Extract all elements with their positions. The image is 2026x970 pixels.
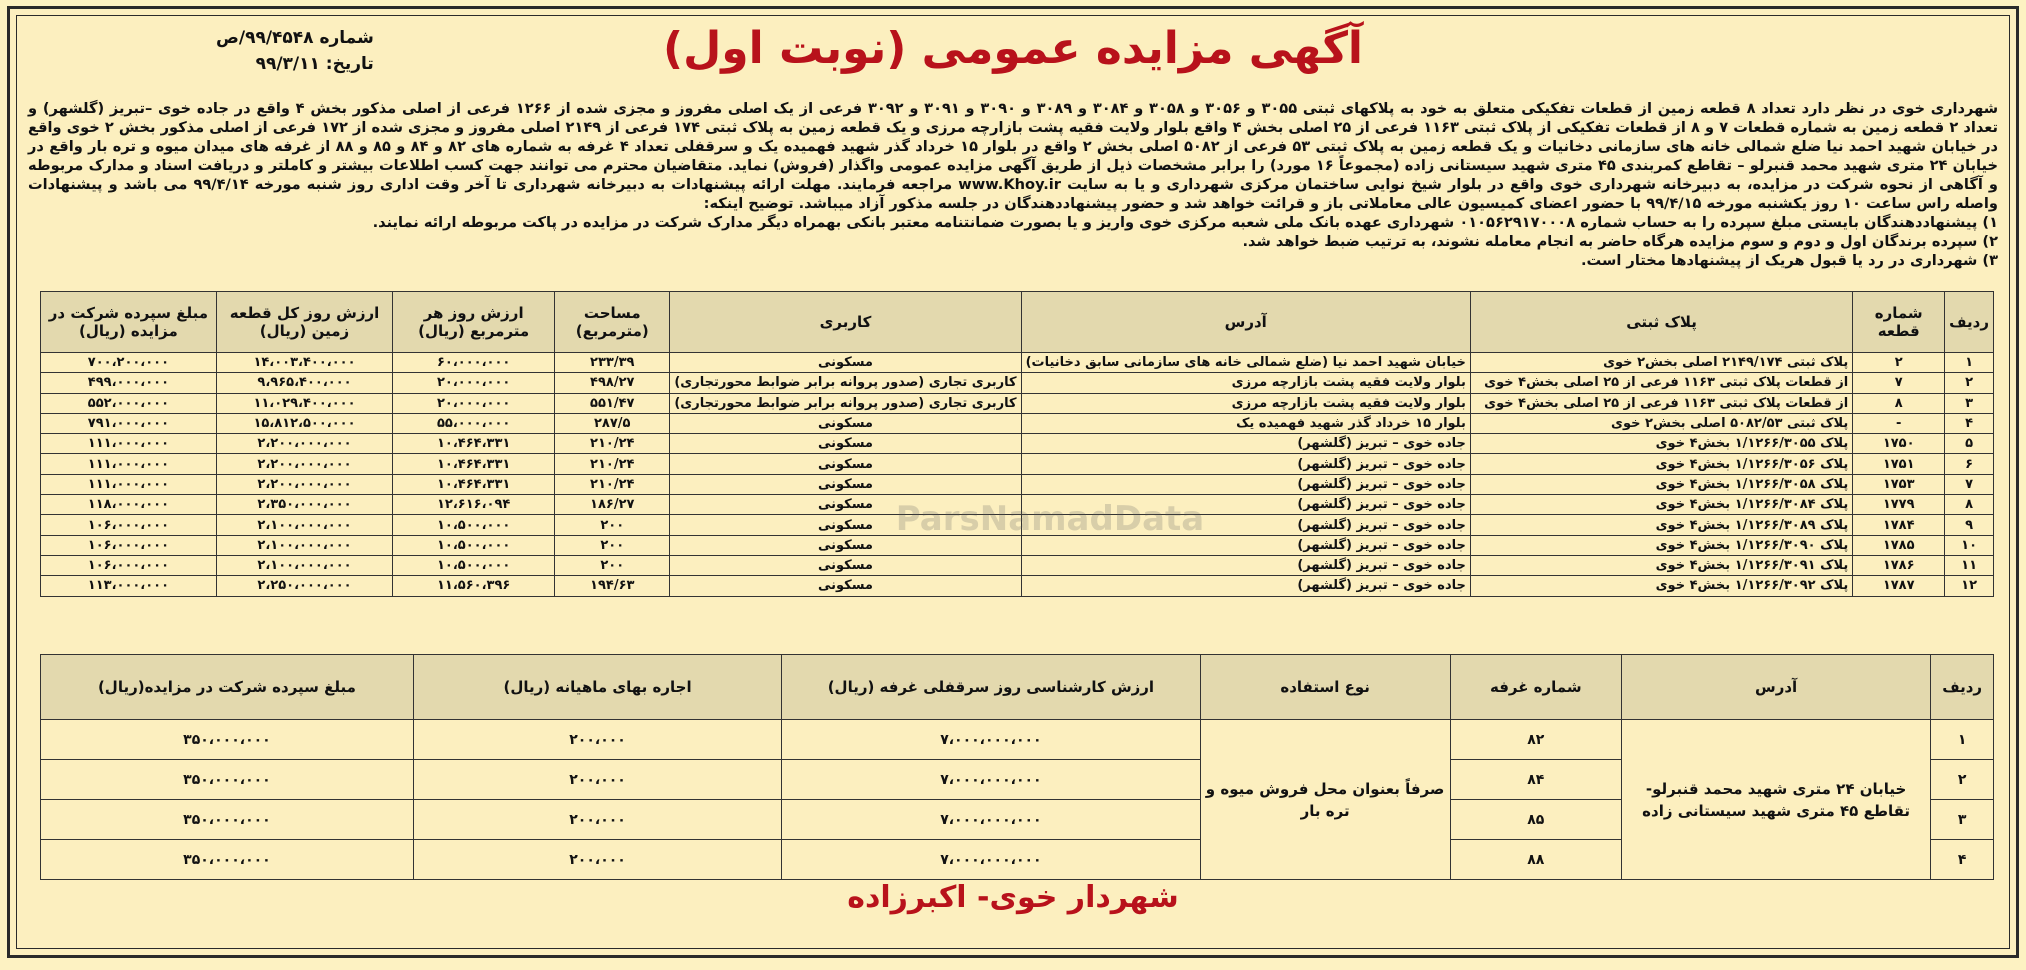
- cell-address: جاده خوی – تبریز (گلشهر): [1021, 474, 1470, 494]
- cell-plot-number: ۸: [1853, 393, 1945, 413]
- col-address: آدرس: [1621, 655, 1930, 720]
- cell-area: ۵۵۱/۴۷: [555, 393, 670, 413]
- cell-goodwill-value: ۷،۰۰۰،۰۰۰،۰۰۰: [782, 760, 1200, 800]
- cell-registration-plate: از قطعات پلاک ثبتی ۱۱۶۳ فرعی از ۲۵ اصلی بخش۴ خوی: [1470, 393, 1852, 413]
- cell-row-number: ۴: [1931, 840, 1994, 880]
- cell-address: جاده خوی – تبریز (گلشهر): [1021, 515, 1470, 535]
- cell-price-per-m2: ۱۰،۵۰۰،۰۰۰: [393, 535, 555, 555]
- cell-plot-number: ۱۷۸۵: [1853, 535, 1945, 555]
- cell-usage: مسکونی: [670, 474, 1021, 494]
- table-header-row: [41, 655, 1994, 720]
- col-price-per-m2: ارزش روز هر مترمربع (ریال): [393, 292, 555, 353]
- table-row: [41, 393, 1994, 413]
- cell-area: ۲۳۳/۳۹: [555, 353, 670, 373]
- intro-text: [28, 99, 1998, 270]
- booths-body: [41, 720, 1994, 880]
- cell-registration-plate: پلاک ۱/۱۲۶۶/۳۰۵۸ بخش۴ خوی: [1470, 474, 1852, 494]
- cell-deposit: ۷۹۱،۰۰۰،۰۰۰: [41, 413, 217, 433]
- cell-total-value: ۱۵،۸۱۲،۵۰۰،۰۰۰: [216, 413, 392, 433]
- cell-usage: مسکونی: [670, 555, 1021, 575]
- cell-plot-number: ۱۷۵۰: [1853, 434, 1945, 454]
- cell-monthly-rent: ۲۰۰،۰۰۰: [413, 800, 781, 840]
- cell-deposit: ۱۰۶،۰۰۰،۰۰۰: [41, 515, 217, 535]
- cell-address: خیابان شهید احمد نیا (ضلع شمالی خانه های سازمانی سابق دخانیات): [1021, 353, 1470, 373]
- cell-address: جاده خوی – تبریز (گلشهر): [1021, 535, 1470, 555]
- cell-row-number: ۹: [1945, 515, 1994, 535]
- cell-price-per-m2: ۵۵،۰۰۰،۰۰۰: [393, 413, 555, 433]
- cell-area: ۲۱۰/۲۴: [555, 434, 670, 454]
- cell-total-value: ۲،۱۰۰،۰۰۰،۰۰۰: [216, 535, 392, 555]
- cell-registration-plate: پلاک ۱/۱۲۶۶/۳۰۹۱ بخش۴ خوی: [1470, 555, 1852, 575]
- table-row: [41, 454, 1994, 474]
- cell-area: ۲۰۰: [555, 555, 670, 575]
- cell-total-value: ۲،۱۰۰،۰۰۰،۰۰۰: [216, 555, 392, 575]
- col-total-value: ارزش روز کل قطعه زمین (ریال): [216, 292, 392, 353]
- reference-date: تاریخ: ۹۹/۳/۱۱: [255, 54, 374, 74]
- table-row: [41, 515, 1994, 535]
- table-row: [41, 555, 1994, 575]
- cell-price-per-m2: ۱۲،۶۱۶،۰۹۴: [393, 495, 555, 515]
- cell-price-per-m2: ۲۰،۰۰۰،۰۰۰: [393, 373, 555, 393]
- cell-usage: مسکونی: [670, 413, 1021, 433]
- col-row-number: ردیف: [1931, 655, 1994, 720]
- reference-box: [216, 25, 374, 77]
- cell-deposit: ۷۰۰،۲۰۰،۰۰۰: [41, 353, 217, 373]
- cell-total-value: ۲،۳۵۰،۰۰۰،۰۰۰: [216, 495, 392, 515]
- cell-row-number: ۴: [1945, 413, 1994, 433]
- table-row: [41, 434, 1994, 454]
- cell-row-number: ۸: [1945, 495, 1994, 515]
- cell-deposit: ۱۱۳،۰۰۰،۰۰۰: [41, 576, 217, 596]
- cell-row-number: ۲: [1945, 373, 1994, 393]
- col-usage: کاربری: [670, 292, 1021, 353]
- cell-monthly-rent: ۲۰۰،۰۰۰: [413, 840, 781, 880]
- cell-total-value: ۲،۲۰۰،۰۰۰،۰۰۰: [216, 434, 392, 454]
- col-registration-plate: پلاک ثبتی: [1470, 292, 1852, 353]
- table-row: [41, 373, 1994, 393]
- cell-area: ۴۹۸/۲۷: [555, 373, 670, 393]
- cell-registration-plate: پلاک ۱/۱۲۶۶/۳۰۸۴ بخش۴ خوی: [1470, 495, 1852, 515]
- cell-deposit: ۱۰۶،۰۰۰،۰۰۰: [41, 555, 217, 575]
- table-row: [41, 535, 1994, 555]
- cell-usage: مسکونی: [670, 535, 1021, 555]
- col-monthly-rent: اجاره بهای ماهیانه (ریال): [413, 655, 781, 720]
- cell-usage: مسکونی: [670, 495, 1021, 515]
- table-row: [41, 495, 1994, 515]
- cell-usage-type: صرفاً بعنوان محل فروش میوه و تره بار: [1200, 720, 1450, 880]
- cell-row-number: ۶: [1945, 454, 1994, 474]
- cell-price-per-m2: ۱۰،۴۶۴،۳۳۱: [393, 454, 555, 474]
- cell-row-number: ۳: [1945, 393, 1994, 413]
- cell-goodwill-value: ۷،۰۰۰،۰۰۰،۰۰۰: [782, 800, 1200, 840]
- cell-row-number: ۱۰: [1945, 535, 1994, 555]
- land-plots-body: [41, 353, 1994, 597]
- cell-row-number: ۱: [1931, 720, 1994, 760]
- cell-deposit: ۱۱۱،۰۰۰،۰۰۰: [41, 454, 217, 474]
- cell-price-per-m2: ۱۰،۴۶۴،۳۳۱: [393, 474, 555, 494]
- table-row: [41, 413, 1994, 433]
- cell-address: جاده خوی – تبریز (گلشهر): [1021, 555, 1470, 575]
- cell-registration-plate: پلاک ۱/۱۲۶۶/۳۰۹۲ بخش۴ خوی: [1470, 576, 1852, 596]
- cell-row-number: ۵: [1945, 434, 1994, 454]
- cell-registration-plate: پلاک ۱/۱۲۶۶/۳۰۸۹ بخش۴ خوی: [1470, 515, 1852, 535]
- cell-usage: کاربری تجاری (صدور پروانه برابر ضوابط محورتجاری): [670, 393, 1021, 413]
- cell-deposit: ۳۵۰،۰۰۰،۰۰۰: [41, 760, 414, 800]
- watermark: ParsNamadData: [895, 499, 1205, 539]
- col-area: مساحت (مترمربع): [555, 292, 670, 353]
- cell-total-value: ۱۴،۰۰۳،۴۰۰،۰۰۰: [216, 353, 392, 373]
- cell-plot-number: ۱۷۷۹: [1853, 495, 1945, 515]
- cell-deposit: ۱۱۱،۰۰۰،۰۰۰: [41, 434, 217, 454]
- cell-total-value: ۲،۲۰۰،۰۰۰،۰۰۰: [216, 454, 392, 474]
- cell-usage: مسکونی: [670, 353, 1021, 373]
- intro-paragraph: شهرداری خوی در نظر دارد تعداد ۸ قطعه زمین از قطعات تفکیکی متعلق به خود به پلاکهای ثبتی ۳۰۵۵ و ۳۰۵۶ و ۳۰۵۸ و ۳۰۸۴ و ۳۰۸۹ و ۳۰۹۰ و ۳۰۹۱ و ۳۰۹۲ فرعی از یک اصلی مفروز و مجزی شده از ۱۲۶۶ فرعی از اصلی مذکور بخش ۴ واقع در جاده خوی –تبریز (گلشهر) و تعداد ۲ قطعه زمین به شماره قطعات ۷ و ۸ از قطعات تفکیکی از پلاک ثبتی ۱۱۶۳ فرعی از ۲۵ اصلی بخش ۴ واقع بلوار ولایت فقیه پشت بازارچه مرزی و یک قطعه زمین به پلاک ثبتی ۱۷۴ فرعی از ۲۱۴۹ اصلی مفروز و مجزی شده از ۱۷۲ فرعی از اصلی مذکور بخش ۲ خوی واقع در خیابان شهید احمد نیا ضلع شمالی خانه های سازمانی دخانیات و یک قطعه زمین به پلاک ثبتی ۵۳ فرعی از ۵۰۸۲ اصلی بخش ۲ واقع در بلوار ۱۵ خرداد گذر شهید فهمیده یک و سرقفلی تعداد ۴ غرفه به شماره های ۸۲ و ۸۴ و ۸۵ و ۸۸ از غرفه های میدان میوه و تره بار واقع در خیابان ۲۴ متری شهید محمد قنبرلو – تقاطع کمربندی ۴۵ متری شهید سیستانی زاده (مجموعاً ۱۶ مورد) را برابر مشخصات ذیل از طریق آگهی مزایده عمومی واگذار (فروش) نماید. متقاضیان محترم می توانند جهت کسب اطلاعات بیشتر و کاملتر و دریافت اسناد و مدارک مربوطه و آگاهی از نحوه شرکت در مزایده، به دبیرخانه شهرداری خوی واقع در بلوار شیخ نوایی ساختمان مرکزی شهرداری و یا به سایت www.Khoy.ir مراجعه فرمایند. مهلت ارائه پیشنهادات به دبیرخانه شهرداری تا آخر وقت اداری روز شنبه مورخه ۹۹/۴/۱۴ می باشد و پیشنهادات واصله راس ساعت ۱۰ روز یکشنبه مورخه ۹۹/۴/۱۵ با حضور اعضای کمیسیون عالی معاملاتی باز و قرائت خواهد شد و حضور پیشنهاددهندگان در جلسه مذکور آزاد میباشد. توضیح اینکه:: [28, 100, 1999, 212]
- reference-number: شماره ۹۹/۴۵۴۸/ص: [216, 28, 374, 48]
- cell-registration-plate: از قطعات پلاک ثبتی ۱۱۶۳ فرعی از ۲۵ اصلی بخش۴ خوی: [1470, 373, 1852, 393]
- cell-deposit: ۳۵۰،۰۰۰،۰۰۰: [41, 720, 414, 760]
- cell-plot-number: ۱۷۸۶: [1853, 555, 1945, 575]
- cell-row-number: ۱: [1945, 353, 1994, 373]
- cell-total-value: ۱۱،۰۲۹،۴۰۰،۰۰۰: [216, 393, 392, 413]
- cell-registration-plate: پلاک ثبتی ۵۰۸۲/۵۳ اصلی بخش۲ خوی: [1470, 413, 1852, 433]
- cell-deposit: ۱۰۶،۰۰۰،۰۰۰: [41, 535, 217, 555]
- cell-plot-number: ۷: [1853, 373, 1945, 393]
- cell-price-per-m2: ۲۰،۰۰۰،۰۰۰: [393, 393, 555, 413]
- page-title: آگهی مزایده عمومی (نوبت اول): [662, 23, 1364, 74]
- col-usage-type: نوع استفاده: [1200, 655, 1450, 720]
- cell-booth-number: ۸۵: [1450, 800, 1621, 840]
- cell-price-per-m2: ۶۰،۰۰۰،۰۰۰: [393, 353, 555, 373]
- cell-address: بلوار ۱۵ خرداد گذر شهید فهمیده یک: [1021, 413, 1470, 433]
- cell-total-value: ۹،۹۶۵،۴۰۰،۰۰۰: [216, 373, 392, 393]
- cell-row-number: ۱۱: [1945, 555, 1994, 575]
- cell-usage: مسکونی: [670, 576, 1021, 596]
- cell-address: جاده خوی – تبریز (گلشهر): [1021, 454, 1470, 474]
- booths-table: [40, 654, 1994, 880]
- cell-price-per-m2: ۱۰،۴۶۴،۳۳۱: [393, 434, 555, 454]
- col-goodwill-value: ارزش کارشناسی روز سرقفلی غرفه (ریال): [782, 655, 1200, 720]
- cell-area: ۲۰۰: [555, 535, 670, 555]
- cell-deposit: ۵۵۲،۰۰۰،۰۰۰: [41, 393, 217, 413]
- signature: شهردار خوی- اکبرزاده: [847, 880, 1179, 915]
- cell-total-value: ۲،۲۰۰،۰۰۰،۰۰۰: [216, 474, 392, 494]
- table-row: [41, 353, 1994, 373]
- cell-price-per-m2: ۱۰،۵۰۰،۰۰۰: [393, 555, 555, 575]
- table-row: [41, 720, 1994, 760]
- table-row: [41, 576, 1994, 596]
- cell-row-number: ۷: [1945, 474, 1994, 494]
- cell-address: جاده خوی – تبریز (گلشهر): [1021, 434, 1470, 454]
- cell-monthly-rent: ۲۰۰،۰۰۰: [413, 720, 781, 760]
- col-deposit: مبلغ سپرده شرکت در مزایده (ریال): [41, 292, 217, 353]
- table-header-row: [41, 292, 1994, 353]
- cell-usage: کاربری تجاری (صدور پروانه برابر ضوابط محورتجاری): [670, 373, 1021, 393]
- cell-area: ۲۱۰/۲۴: [555, 474, 670, 494]
- cell-deposit: ۱۱۱،۰۰۰،۰۰۰: [41, 474, 217, 494]
- cell-registration-plate: پلاک ثبتی ۲۱۴۹/۱۷۴ اصلی بخش۲ خوی: [1470, 353, 1852, 373]
- cell-price-per-m2: ۱۰،۵۰۰،۰۰۰: [393, 515, 555, 535]
- cell-booth-number: ۸۴: [1450, 760, 1621, 800]
- cell-area: ۲۱۰/۲۴: [555, 454, 670, 474]
- cell-address: خیابان ۲۴ متری شهید محمد قنبرلو- تقاطع ۴۵ متری شهید سیستانی زاده: [1621, 720, 1930, 880]
- cell-row-number: ۳: [1931, 800, 1994, 840]
- intro-note-3: ۳) شهرداری در رد یا قبول هریک از پیشنهادها مختار است.: [1580, 252, 1998, 269]
- cell-row-number: ۱۲: [1945, 576, 1994, 596]
- cell-address: بلوار ولایت فقیه پشت بازارچه مرزی: [1021, 393, 1470, 413]
- cell-plot-number: ۱۷۵۱: [1853, 454, 1945, 474]
- table-row: [41, 474, 1994, 494]
- cell-booth-number: ۸۸: [1450, 840, 1621, 880]
- cell-plot-number: ۱۷۵۳: [1853, 474, 1945, 494]
- cell-area: ۱۹۴/۶۳: [555, 576, 670, 596]
- cell-deposit: ۱۱۸،۰۰۰،۰۰۰: [41, 495, 217, 515]
- cell-registration-plate: پلاک ۱/۱۲۶۶/۳۰۵۵ بخش۴ خوی: [1470, 434, 1852, 454]
- cell-plot-number: ۲: [1853, 353, 1945, 373]
- intro-note-1: ۱) پیشنهاددهندگان بایستی مبلغ سپرده را به حساب شماره ۰۱۰۵۶۲۹۱۷۰۰۰۸ شهرداری عهده بانک ملی شعبه مرکزی خوی واریز و یا بصورت ضمانتنامه معتبر بانکی بهمراه دیگر مدارک شرکت در مزایده در پاکت مربوطه ارائه نمایند.: [372, 214, 1998, 231]
- cell-registration-plate: پلاک ۱/۱۲۶۶/۳۰۵۶ بخش۴ خوی: [1470, 454, 1852, 474]
- cell-booth-number: ۸۲: [1450, 720, 1621, 760]
- col-booth-number: شماره غرفه: [1450, 655, 1621, 720]
- cell-usage: مسکونی: [670, 454, 1021, 474]
- cell-row-number: ۲: [1931, 760, 1994, 800]
- cell-area: ۱۸۶/۲۷: [555, 495, 670, 515]
- intro-note-2: ۲) سپرده برندگان اول و دوم و سوم مزایده هرگاه حاضر به انجام معامله نشوند، به ترتیب ضبط خواهد شد.: [1242, 233, 1998, 250]
- cell-price-per-m2: ۱۱،۵۶۰،۳۹۶: [393, 576, 555, 596]
- cell-address: بلوار ولایت فقیه پشت بازارچه مرزی: [1021, 373, 1470, 393]
- cell-area: ۲۰۰: [555, 515, 670, 535]
- cell-deposit: ۴۹۹،۰۰۰،۰۰۰: [41, 373, 217, 393]
- cell-plot-number: ۱۷۸۴: [1853, 515, 1945, 535]
- cell-registration-plate: پلاک ۱/۱۲۶۶/۳۰۹۰ بخش۴ خوی: [1470, 535, 1852, 555]
- cell-address: جاده خوی – تبریز (گلشهر): [1021, 576, 1470, 596]
- cell-goodwill-value: ۷،۰۰۰،۰۰۰،۰۰۰: [782, 720, 1200, 760]
- col-deposit: مبلغ سپرده شرکت در مزایده(ریال): [41, 655, 414, 720]
- cell-usage: مسکونی: [670, 515, 1021, 535]
- cell-address: جاده خوی – تبریز (گلشهر): [1021, 495, 1470, 515]
- cell-plot-number: -: [1853, 413, 1945, 433]
- cell-goodwill-value: ۷،۰۰۰،۰۰۰،۰۰۰: [782, 840, 1200, 880]
- cell-area: ۲۸۷/۵: [555, 413, 670, 433]
- col-address: آدرس: [1021, 292, 1470, 353]
- cell-usage: مسکونی: [670, 434, 1021, 454]
- cell-deposit: ۳۵۰،۰۰۰،۰۰۰: [41, 840, 414, 880]
- cell-total-value: ۲،۲۵۰،۰۰۰،۰۰۰: [216, 576, 392, 596]
- col-plot-number: شماره قطعه: [1853, 292, 1945, 353]
- cell-monthly-rent: ۲۰۰،۰۰۰: [413, 760, 781, 800]
- cell-total-value: ۲،۱۰۰،۰۰۰،۰۰۰: [216, 515, 392, 535]
- advertisement-page: [7, 6, 2019, 958]
- col-row-number: ردیف: [1945, 292, 1994, 353]
- land-plots-table: [40, 291, 1994, 597]
- cell-plot-number: ۱۷۸۷: [1853, 576, 1945, 596]
- cell-deposit: ۳۵۰،۰۰۰،۰۰۰: [41, 800, 414, 840]
